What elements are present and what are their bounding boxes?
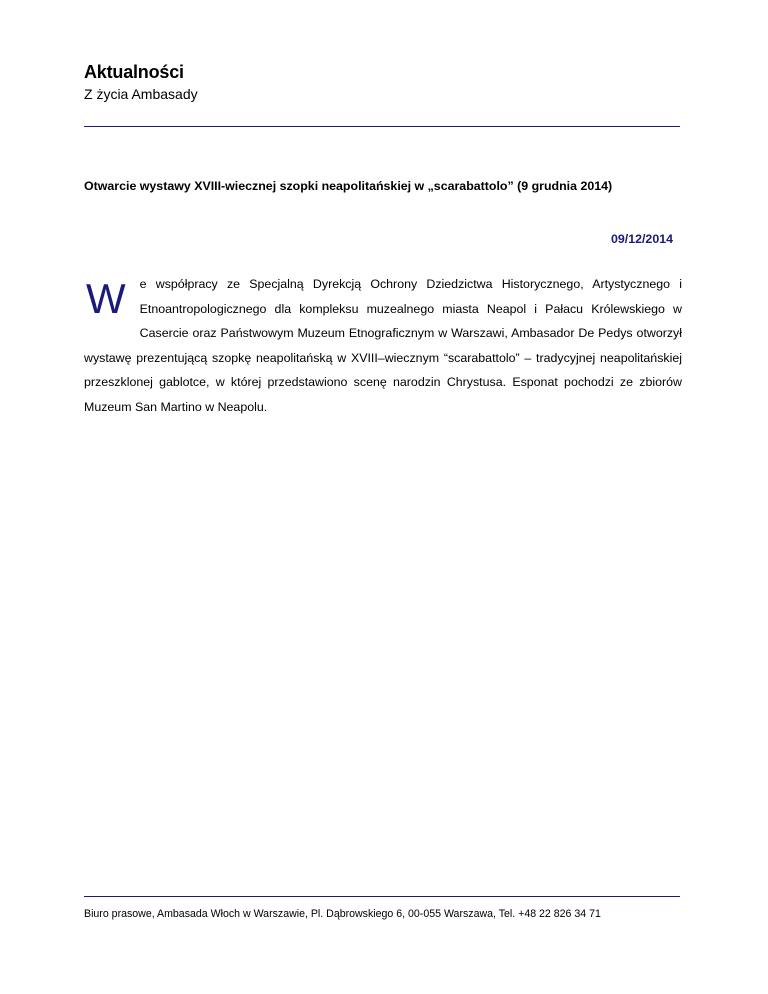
page-subtitle: Z życia Ambasady — [84, 86, 198, 102]
article-body — [84, 272, 682, 419]
article-headline: Otwarcie wystawy XVIII-wiecznej szopki neapolitańskiej w „scarabattolo” (9 grudnia 2014) — [84, 179, 613, 193]
article-date: 09/12/2014 — [610, 232, 673, 246]
drop-cap: W — [86, 275, 126, 322]
page-title: Aktualności — [84, 62, 184, 82]
header-divider — [84, 126, 680, 127]
footer-divider — [84, 896, 680, 897]
footer-contact: Biuro prasowe, Ambasada Włoch w Warszawie, Pl. Dąbrowskiego 6, 00-055 Warszawa, Tel. +48 22 826 34 71 — [84, 908, 601, 920]
article-text: e współpracy ze Specjalną Dyrekcją Ochrony Dziedzictwa Historycznego, Artystycznego i Etnoantropologicznego dla kompleksu muzealnego miasta Neapol i Pałacu Królewskiego w Casercie oraz Państwowym Muzeum Etnograficznym w Warszawi, Ambasador De Pedys otworzył wystawę prezentującą szopkę neapolitańską w XVIII–wiecznym “scarabattolo” – tradycyjnej neapolitańskiej przeszklonej gablotce, w której przedstawiono scenę narodzin Chrystusa. Esponat pochodzi ze zbiorów Muzeum San Martino w Neapolu. — [84, 277, 682, 414]
